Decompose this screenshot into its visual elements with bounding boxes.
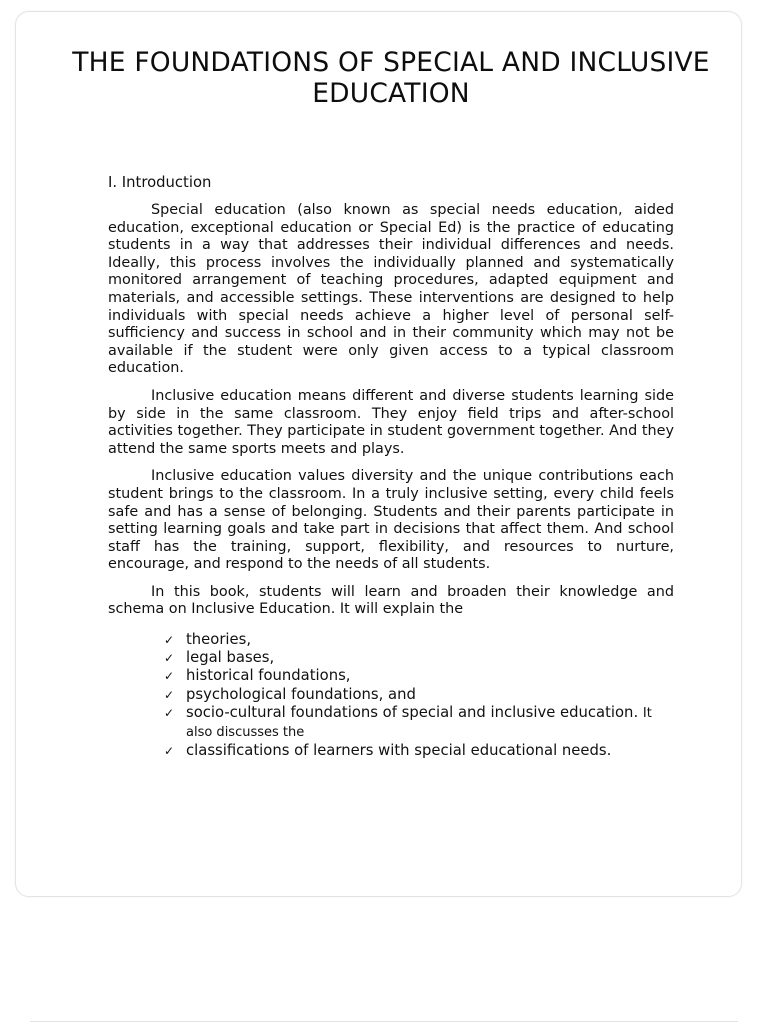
list-item — [164, 704, 674, 742]
list-item-text: classifications of learners with special educational needs. — [186, 742, 612, 760]
list-item-text: legal bases, — [186, 649, 275, 667]
checkmark-icon: ✓ — [164, 651, 175, 666]
list-item-text: theories, — [186, 631, 252, 649]
list-item-text: psychological foundations, and — [186, 685, 416, 703]
topics-list — [108, 631, 674, 760]
list-item-note: It also discusses the — [186, 705, 652, 741]
checkmark-icon: ✓ — [164, 633, 175, 648]
document-body — [108, 174, 674, 760]
list-item — [164, 686, 674, 704]
checkmark-icon: ✓ — [164, 705, 175, 720]
list-item — [164, 649, 674, 667]
section-heading: I. Introduction — [108, 174, 212, 191]
list-item-text: socio-cultural foundations of special and inclusive education. — [186, 703, 639, 721]
checkmark-icon: ✓ — [164, 669, 175, 684]
checkmark-icon: ✓ — [164, 687, 175, 702]
checkmark-icon: ✓ — [164, 744, 175, 759]
paragraph-inclusive-definition: Inclusive education means different and diverse students learning side by side in the same classroom. They enjoy field trips and after-school activities together. They participate in student government together. And they attend the same sports meets and plays. — [108, 387, 674, 457]
paragraph-inclusive-values: Inclusive education values diversity and the unique contributions each student brings to the classroom. In a truly inclusive setting, every child feels safe and has a sense of belonging. Students and their parents participate in setting learning goals and take part in decisions that affect them. And school staff has the training, support, flexibility, and resources to nurture, encourage, and respond to the needs of all students. — [108, 468, 674, 573]
list-item — [164, 631, 674, 649]
list-item — [164, 667, 674, 685]
paragraph-book-overview: In this book, students will learn and broaden their knowledge and schema on Inclusive Education. It will explain the — [108, 583, 674, 618]
page-divider — [30, 1021, 738, 1022]
paragraph-special-education: Special education (also known as special needs education, aided education, exceptional education or Special Ed) is the practice of educating students in a way that addresses their individual differences and needs. Ideally, this process involves the individually planned and systematically monitored arrangement of teaching procedures, adapted equipment and materials, and accessible settings. These interventions are designed to help individuals with special needs achieve a higher level of personal self- sufficiency and success in school and in their community which may not be available if the student were only given access to a typical classroom education. — [108, 202, 674, 377]
list-item-text: historical foundations, — [186, 667, 351, 685]
list-item — [164, 742, 674, 760]
document-title: THE FOUNDATIONS OF SPECIAL AND INCLUSIVE EDUCATION — [72, 47, 710, 109]
